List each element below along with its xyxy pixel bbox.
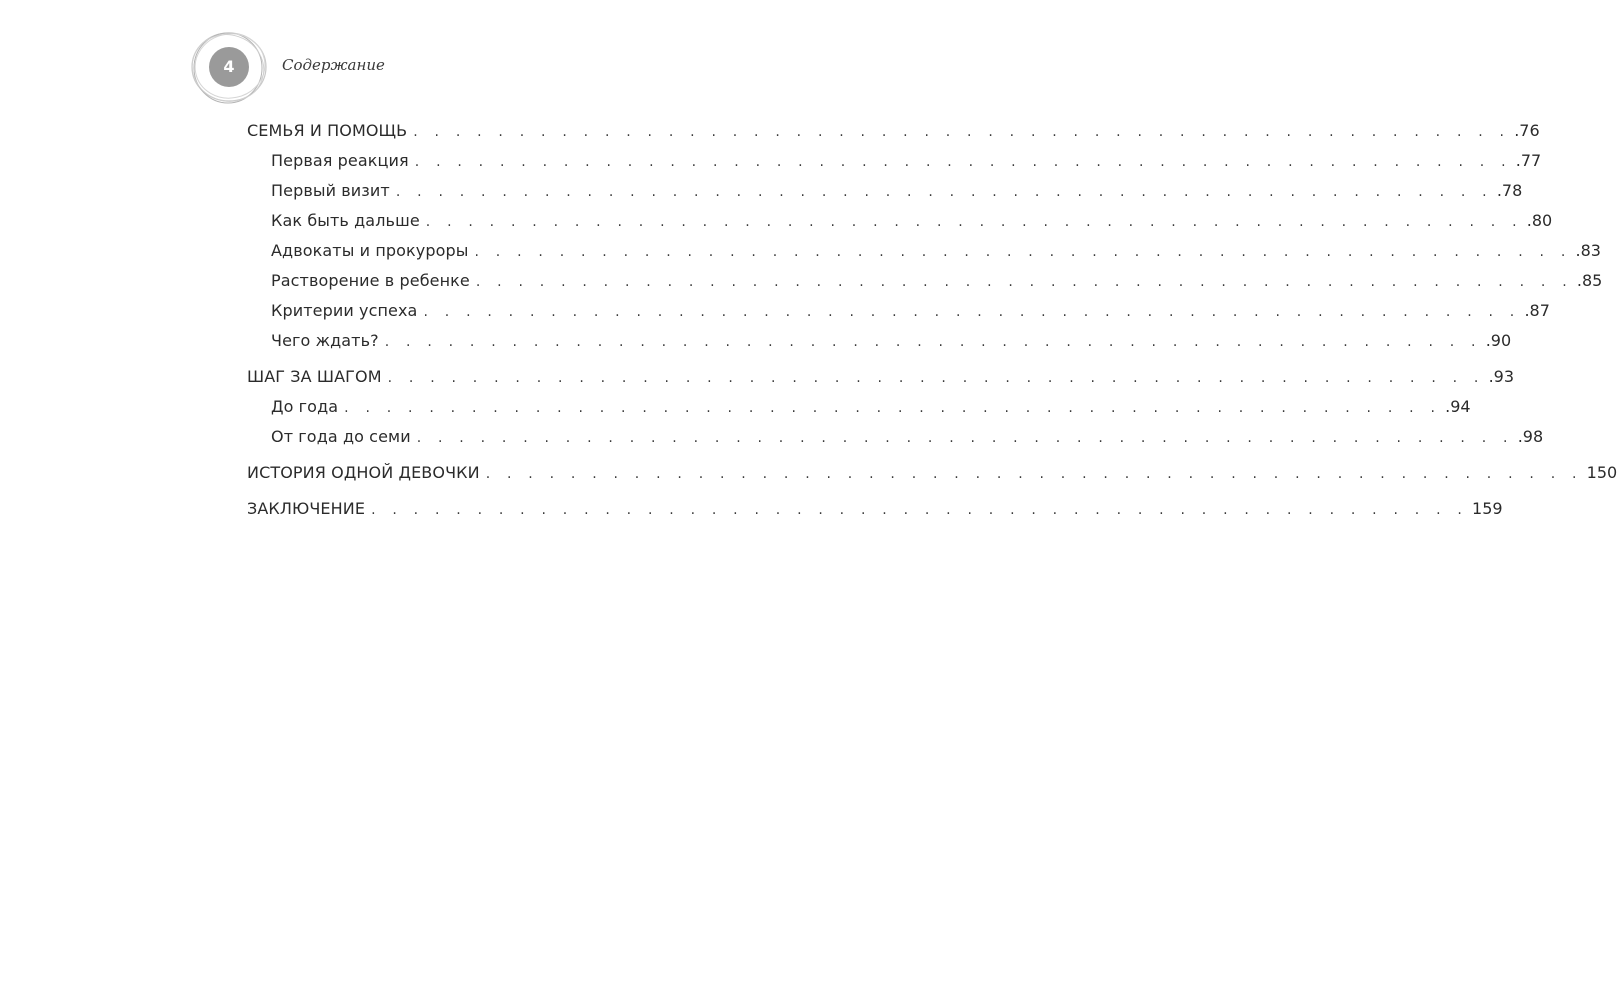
toc-entry (247, 422, 1544, 452)
toc-entry (247, 493, 1503, 524)
toc-entry (247, 115, 1540, 146)
toc-leader-dots: . . . . . . . . . . . . . . . . . . . . . . . . . . . . . . . . . . . . . . . . . . . . . . . . . . . . (413, 124, 1511, 140)
toc-entry-page: .76 (1514, 121, 1540, 140)
toc-leader-dots: . . . . . . . . . . . . . . . . . . . . . . . . . . . . . . . . . . . . . . . . . . . . . . . . . . . . (371, 502, 1469, 518)
toc-entry-title: Первый визит (271, 181, 390, 200)
toc-entry-title: Критерии успеха (271, 301, 418, 320)
running-title: Содержание (282, 56, 385, 74)
toc-entry-page: .93 (1488, 367, 1515, 386)
page-header (188, 30, 488, 110)
page-number: 4 (223, 57, 235, 76)
toc-leader-dots: . . . . . . . . . . . . . . . . . . . . . . . . . . . . . . . . . . . . . . . . . . . . . . . . . . . . (414, 154, 1512, 170)
toc-entry-page: .87 (1524, 301, 1550, 320)
toc-entry-page: .78 (1496, 181, 1523, 200)
toc-leader-dots: . . . . . . . . . . . . . . . . . . . . . . . . . . . . . . . . . . . . . . . . . . . . . . . . . . . . (387, 370, 1485, 386)
toc-entry-page: .98 (1517, 427, 1544, 446)
toc-leader-dots: . . . . . . . . . . . . . . . . . . . . . . . . . . . . . . . . . . . . . . . . . . . . . . . . . . . . (485, 466, 1583, 482)
toc-entry (247, 392, 1471, 422)
toc-entry-title: СЕМЬЯ И ПОМОЩЬ (247, 121, 408, 140)
toc-entry-page: 159 (1472, 499, 1503, 518)
toc-entry (247, 236, 1601, 266)
toc-entry-title: Чего ждать? (271, 331, 379, 350)
toc-leader-dots: . . . . . . . . . . . . . . . . . . . . . . . . . . . . . . . . . . . . . . . . . . . . . . . . . . . . (425, 214, 1523, 230)
toc-entry (247, 176, 1523, 206)
toc-entry-title: ШАГ ЗА ШАГОМ (247, 367, 382, 386)
toc-entry-title: До года (271, 397, 339, 416)
toc-entry-title: ИСТОРИЯ ОДНОЙ ДЕВОЧКИ (247, 463, 480, 482)
toc-leader-dots: . . . . . . . . . . . . . . . . . . . . . . . . . . . . . . . . . . . . . . . . . . . . . . . . . . . . (416, 430, 1514, 446)
toc-entry-page: .94 (1445, 397, 1471, 416)
toc-entry (247, 296, 1550, 326)
toc-entry-page: .80 (1526, 211, 1553, 230)
toc-leader-dots: . . . . . . . . . . . . . . . . . . . . . . . . . . . . . . . . . . . . . . . . . . . . . . . . . . . . (474, 244, 1572, 260)
toc-entry-title: От года до семи (271, 427, 411, 446)
toc-entry-page: .77 (1515, 151, 1542, 170)
table-of-contents (247, 115, 1617, 524)
toc-entry (247, 146, 1542, 176)
toc-entry (247, 206, 1553, 236)
toc-leader-dots: . . . . . . . . . . . . . . . . . . . . . . . . . . . . . . . . . . . . . . . . . . . . . . . . . . . . (384, 334, 1482, 350)
toc-entry-page: .83 (1575, 241, 1601, 260)
toc-entry-title: Первая реакция (271, 151, 409, 170)
toc-entry-title: Адвокаты и прокуроры (271, 241, 469, 260)
toc-entry-page: .85 (1576, 271, 1603, 290)
toc-entry (247, 457, 1617, 488)
toc-entry-title: ЗАКЛЮЧЕНИЕ (247, 499, 366, 518)
toc-leader-dots: . . . . . . . . . . . . . . . . . . . . . . . . . . . . . . . . . . . . . . . . . . . . . . . . . . . . (423, 304, 1521, 320)
toc-entry-page: 150 (1586, 463, 1617, 482)
toc-leader-dots: . . . . . . . . . . . . . . . . . . . . . . . . . . . . . . . . . . . . . . . . . . . . . . . . . . . . (344, 400, 1442, 416)
toc-leader-dots: . . . . . . . . . . . . . . . . . . . . . . . . . . . . . . . . . . . . . . . . . . . . . . . . . . . . (395, 184, 1493, 200)
toc-entry (247, 266, 1603, 296)
toc-leader-dots: . . . . . . . . . . . . . . . . . . . . . . . . . . . . . . . . . . . . . . . . . . . . . . . . . . . . (475, 274, 1573, 290)
toc-entry-title: Растворение в ребенке (271, 271, 470, 290)
toc-entry (247, 326, 1512, 356)
page-number-badge (188, 30, 270, 106)
toc-entry-title: Как быть дальше (271, 211, 420, 230)
toc-entry-page: .90 (1485, 331, 1512, 350)
toc-entry (247, 361, 1515, 392)
